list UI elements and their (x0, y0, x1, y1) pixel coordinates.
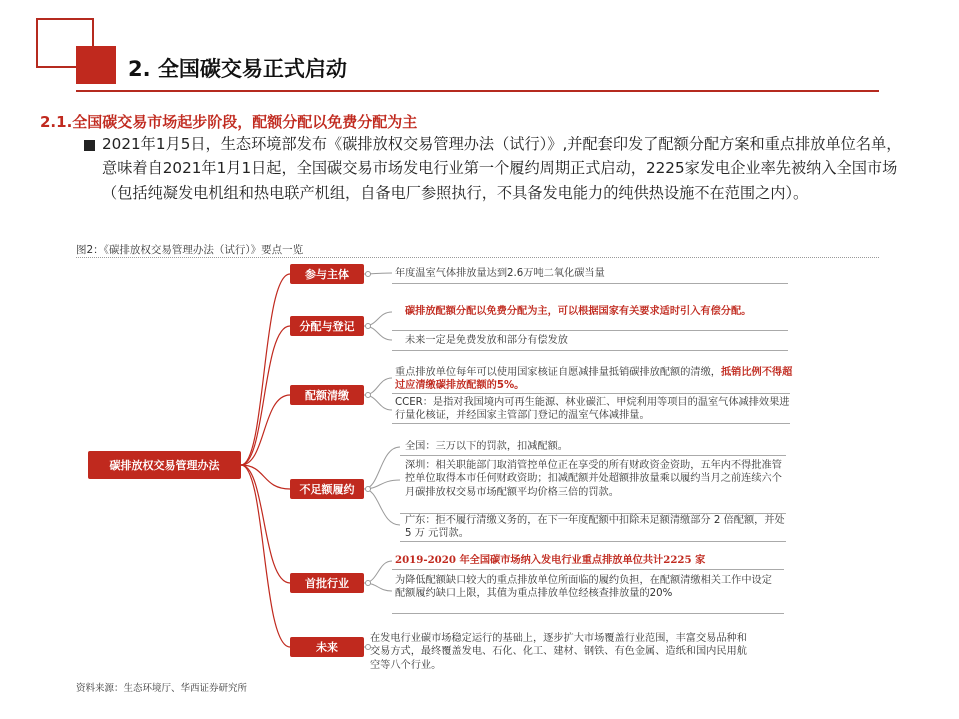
leaf-divider (392, 283, 788, 284)
leaf-first-industry-cap: 为降低配额缺口较大的重点排放单位所面临的履约负担，在配额清缴相关工作中设定配额履约缺口上限，其值为重点排放单位经核查排放量的20% (395, 575, 772, 600)
bullet-paragraph: 2021年1月5日，生态环境部发布《碳排放权交易管理办法（试行）》,并配套印发了配额分配方案和重点排放单位名单，意味着自2021年1月1日起，全国碳交易市场发电行业第一个履约周期正式启动，2225家发电企业率先被纳入全国市场（包括纯凝发电机组和热电联产机组，自备电厂参照执行，不具备发电能力的纯供热设施不在范围之内）。 (102, 135, 902, 202)
leaf-divider (392, 569, 784, 570)
leaf-noncompliance-shenzhen: 深圳：相关职能部门取消管控单位正在享受的所有财政资金资助，五年内不得批准管控单位取得本市任何财政资助；扣减配额并处超额排放量乘以履约当月之前连续六个月碳排放权交易市场配额平均价格三倍的罚款。 (405, 460, 782, 498)
leaf-surrender-offset-limit: 抵销比例不得超过应清缴碳排放配额的5%。 (395, 367, 793, 392)
mindmap-root: 碳排放权交易管理办法 (88, 451, 241, 479)
figure-source: 资料来源：生态环境厅、华西证券研究所 (76, 683, 248, 694)
connector-surrender (241, 395, 290, 465)
connector-participants (241, 274, 290, 465)
root-to-branch-curves (241, 274, 290, 647)
branch-anchor-dots (366, 272, 371, 650)
leaf-divider (392, 613, 784, 614)
branch-quota-surrender: 配额清缴 (290, 385, 364, 405)
branch-allocation-registration: 分配与登记 (290, 316, 364, 336)
leaf-divider (392, 330, 788, 331)
leaf-allocation-future: 未来一定是免费发放和部分有偿发放 (405, 335, 568, 346)
connector-allocation (241, 326, 290, 465)
branch-insufficient-compliance: 不足额履约 (290, 479, 364, 499)
figure-caption: 图2：《碳排放权交易管理办法（试行）》要点一览 (76, 244, 304, 256)
branch-participants: 参与主体 (290, 264, 364, 284)
leaf-surrender-offset (395, 366, 793, 393)
leaf-ccer-definition: CCER：是指对我国境内可再生能源、林业碳汇、甲烷利用等项目的温室气体减排效果进行量化核证，并经国家主管部门登记的温室气体减排量。 (395, 397, 790, 422)
leaf-noncompliance-guangdong: 广东：拒不履行清缴义务的，在下一年度配额中扣除未足额清缴部分 2 倍配额，并处 5 万 元罚款。 (405, 515, 785, 540)
leaf-divider (392, 393, 790, 394)
leaf-surrender-offset-text: 重点排放单位每年可以使用国家核证自愿减排量抵销碳排放配额的清缴， (395, 367, 721, 378)
branch-first-industry: 首批行业 (290, 573, 364, 593)
leaf-divider (392, 350, 788, 351)
leaf-divider (392, 423, 790, 424)
leaf-first-industry-count: 2019-2020 年全国碳市场纳入发电行业重点排放单位共计2225 家 (395, 554, 706, 566)
branch-future: 未来 (290, 637, 364, 657)
connector-future (241, 465, 290, 647)
leaf-future-expansion: 在发电行业碳市场稳定运行的基础上，逐步扩大市场覆盖行业范围，丰富交易品种和交易方式，最终覆盖发电、石化、化工、建材、钢铁、有色金属、造纸和国内民用航空等八个行业。 (370, 633, 747, 671)
leaf-divider (400, 541, 786, 542)
leaf-divider (400, 455, 786, 456)
leaf-noncompliance-national: 全国：三万以下的罚款，扣减配额。 (405, 441, 568, 452)
leaf-participants-threshold: 年度温室气体排放量达到2.6万吨二氧化碳当量 (395, 268, 605, 279)
page-title: 2. 全国碳交易正式启动 (128, 57, 347, 81)
section-heading: 2.1.全国碳交易市场起步阶段，配额分配以免费分配为主 (40, 113, 418, 131)
leaf-allocation-free: 碳排放配额分配以免费分配为主，可以根据国家有关要求适时引入有偿分配。 (405, 306, 752, 317)
